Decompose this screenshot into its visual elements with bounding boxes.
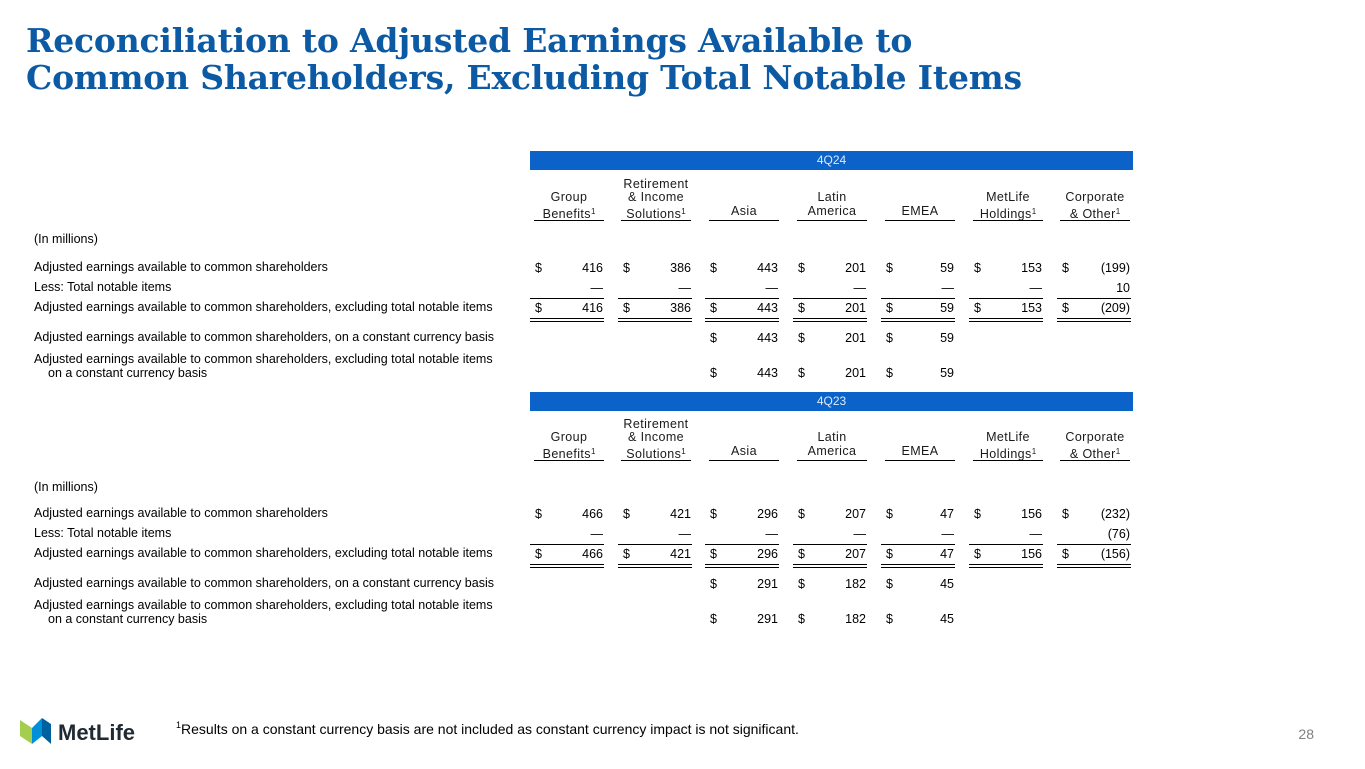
column-header-rule xyxy=(885,220,955,221)
units-label: (In millions) xyxy=(34,480,98,494)
column-header-rule xyxy=(621,220,691,221)
adjusted-earnings-cell xyxy=(618,260,692,276)
cell-value: 466 xyxy=(582,507,603,521)
row-label-excluding-constant-currency-line-1: Adjusted earnings available to common shareholders, excluding total notable items xyxy=(34,352,493,366)
row-label-excluding-constant-currency xyxy=(34,599,493,626)
currency-symbol: $ xyxy=(886,301,893,315)
currency-symbol: $ xyxy=(886,612,893,626)
cell-value: 296 xyxy=(757,507,778,521)
total-notable-items-cell xyxy=(793,280,867,296)
column-header-line: Holdings$^1$ xyxy=(979,446,1037,461)
currency-symbol: $ xyxy=(886,547,893,561)
cell-value: 182 xyxy=(845,612,866,626)
cell-value: 47 xyxy=(940,507,954,521)
cell-value: 443 xyxy=(757,261,778,275)
excluding-notable-items-cell xyxy=(969,546,1043,562)
cell-value: — xyxy=(1029,527,1042,541)
row-label-total-notable-items: Less: Total notable items xyxy=(34,526,172,540)
cell-value: — xyxy=(590,281,603,295)
excluding-notable-items-cell xyxy=(793,300,867,316)
column-header-line: Corporate xyxy=(1065,190,1125,204)
excluding-notable-items-cell xyxy=(881,300,955,316)
column-header-line: Group xyxy=(550,430,588,444)
total-notable-items-cell xyxy=(530,526,604,542)
row-label-excluding-notable-items: Adjusted earnings available to common shareholders, excluding total notable items xyxy=(34,546,493,560)
constant-currency-cell xyxy=(793,576,867,592)
cell-value: 153 xyxy=(1021,301,1042,315)
excluding-constant-currency-cell xyxy=(881,365,955,381)
currency-symbol: $ xyxy=(886,331,893,345)
currency-symbol: $ xyxy=(1062,547,1069,561)
period-header-4q23: 4Q23 xyxy=(530,392,1133,411)
total-notable-items-cell xyxy=(881,280,955,296)
cell-value: 466 xyxy=(582,547,603,561)
cell-value: — xyxy=(853,281,866,295)
row-label-excluding-constant-currency-line-2: on a constant currency basis xyxy=(48,611,208,626)
column-header xyxy=(534,430,604,461)
excluding-constant-currency-cell xyxy=(705,365,779,381)
adjusted-earnings-cell xyxy=(969,260,1043,276)
currency-symbol: $ xyxy=(798,612,805,626)
column-header-superscript: 1 xyxy=(590,446,596,456)
column-header xyxy=(885,205,955,219)
cell-value: 201 xyxy=(845,366,866,380)
title-line-2: Common Shareholders, Excluding Total Notable Items xyxy=(26,58,1022,97)
total-notable-items-cell xyxy=(618,280,692,296)
column-header-rule xyxy=(973,220,1043,221)
excluding-constant-currency-cell xyxy=(881,611,955,627)
column-header-line: Solutions$^1$ xyxy=(626,446,686,461)
cell-value: — xyxy=(1029,281,1042,295)
currency-symbol: $ xyxy=(798,301,805,315)
cell-value: 416 xyxy=(582,301,603,315)
currency-symbol: $ xyxy=(974,301,981,315)
cell-value: 153 xyxy=(1021,261,1042,275)
currency-symbol: $ xyxy=(886,577,893,591)
currency-symbol: $ xyxy=(798,577,805,591)
column-header-rule xyxy=(709,460,779,461)
currency-symbol: $ xyxy=(623,261,630,275)
cell-value: — xyxy=(765,281,778,295)
column-header-rule xyxy=(797,220,867,221)
currency-symbol: $ xyxy=(710,547,717,561)
adjusted-earnings-cell xyxy=(881,506,955,522)
period-header-4q24: 4Q24 xyxy=(530,151,1133,170)
adjusted-earnings-cell xyxy=(618,506,692,522)
cell-value: 291 xyxy=(757,577,778,591)
excluding-constant-currency-cell xyxy=(793,365,867,381)
row-label-excluding-constant-currency-line-1: Adjusted earnings available to common shareholders, excluding total notable items xyxy=(34,598,493,612)
cell-value: (76) xyxy=(1107,527,1130,541)
currency-symbol: $ xyxy=(710,261,717,275)
constant-currency-cell xyxy=(705,330,779,346)
adjusted-earnings-cell xyxy=(793,506,867,522)
currency-symbol: $ xyxy=(1062,261,1069,275)
column-header-line: Solutions$^1$ xyxy=(626,206,686,221)
column-header-line: & Other$^1$ xyxy=(1069,206,1121,221)
currency-symbol: $ xyxy=(1062,507,1069,521)
column-header-line: Retirement xyxy=(623,416,689,431)
column-header-line: EMEA xyxy=(901,203,939,218)
metlife-logo-icon xyxy=(20,716,160,746)
excluding-notable-items-cell xyxy=(1057,300,1131,316)
column-header xyxy=(885,445,955,459)
currency-symbol: $ xyxy=(623,507,630,521)
cell-value: 201 xyxy=(845,261,866,275)
constant-currency-cell xyxy=(793,330,867,346)
excluding-constant-currency-cell xyxy=(793,611,867,627)
cell-value: — xyxy=(853,527,866,541)
column-header-line: Corporate xyxy=(1065,430,1125,444)
excluding-notable-items-cell xyxy=(793,546,867,562)
column-header-rule xyxy=(709,220,779,221)
adjusted-earnings-cell xyxy=(1057,506,1131,522)
column-header xyxy=(797,431,867,458)
title-line-1: Reconciliation to Adjusted Earnings Available to xyxy=(26,21,913,60)
constant-currency-cell xyxy=(705,576,779,592)
cell-value: — xyxy=(590,527,603,541)
column-header-line: & Income xyxy=(627,430,684,444)
row-label-total-notable-items: Less: Total notable items xyxy=(34,280,172,294)
cell-value: 201 xyxy=(845,331,866,345)
row-label-constant-currency: Adjusted earnings available to common shareholders, on a constant currency basis xyxy=(34,330,494,344)
excluding-notable-items-cell xyxy=(618,546,692,562)
cell-value: — xyxy=(678,281,691,295)
column-header xyxy=(709,445,779,459)
adjusted-earnings-cell xyxy=(881,260,955,276)
currency-symbol: $ xyxy=(886,261,893,275)
column-header-superscript: 1 xyxy=(681,446,686,456)
total-notable-items-cell xyxy=(705,280,779,296)
column-header xyxy=(1060,190,1130,221)
row-label-adjusted-earnings: Adjusted earnings available to common shareholders xyxy=(34,506,328,520)
column-header-line: Retirement xyxy=(623,176,689,191)
footnote-superscript: 1 xyxy=(176,720,182,730)
total-notable-items-cell xyxy=(881,526,955,542)
cell-value: 421 xyxy=(670,507,691,521)
column-header-rule xyxy=(1060,220,1130,221)
cell-value: 59 xyxy=(940,366,954,380)
cell-value: 443 xyxy=(757,366,778,380)
column-header xyxy=(709,205,779,219)
column-header xyxy=(973,190,1043,221)
cell-value: 156 xyxy=(1021,547,1042,561)
cell-value: 59 xyxy=(940,331,954,345)
total-notable-items-cell xyxy=(1057,526,1131,542)
footnote xyxy=(176,717,799,737)
cell-value: 156 xyxy=(1021,507,1042,521)
row-label-adjusted-earnings: Adjusted earnings available to common shareholders xyxy=(34,260,328,274)
excluding-notable-items-cell xyxy=(1057,546,1131,562)
units-label: (In millions) xyxy=(34,232,98,246)
currency-symbol: $ xyxy=(1062,301,1069,315)
column-header-superscript: 1 xyxy=(1115,206,1121,216)
row-label-excluding-notable-items: Adjusted earnings available to common shareholders, excluding total notable items xyxy=(34,300,493,314)
currency-symbol: $ xyxy=(710,366,717,380)
excluding-notable-items-cell xyxy=(618,300,692,316)
cell-value: 182 xyxy=(845,577,866,591)
currency-symbol: $ xyxy=(623,301,630,315)
currency-symbol: $ xyxy=(535,507,542,521)
adjusted-earnings-cell xyxy=(1057,260,1131,276)
currency-symbol: $ xyxy=(974,261,981,275)
currency-symbol: $ xyxy=(535,261,542,275)
column-header-line: MetLife xyxy=(986,190,1030,204)
column-header-superscript: 1 xyxy=(1115,446,1121,456)
svg-text:MetLife: MetLife xyxy=(58,720,135,745)
column-header-rule xyxy=(973,460,1043,461)
column-header-rule xyxy=(797,460,867,461)
cell-value: (209) xyxy=(1100,301,1130,315)
currency-symbol: $ xyxy=(710,507,717,521)
cell-value: (199) xyxy=(1100,261,1130,275)
adjusted-earnings-cell xyxy=(530,506,604,522)
column-header-rule xyxy=(534,460,604,461)
currency-symbol: $ xyxy=(710,577,717,591)
currency-symbol: $ xyxy=(798,261,805,275)
column-header-rule xyxy=(534,220,604,221)
currency-symbol: $ xyxy=(710,331,717,345)
column-header-rule xyxy=(885,460,955,461)
cell-value: 201 xyxy=(845,301,866,315)
row-label-excluding-constant-currency-line-2: on a constant currency basis xyxy=(48,365,208,380)
excluding-notable-items-cell xyxy=(969,300,1043,316)
currency-symbol: $ xyxy=(886,366,893,380)
cell-value: 416 xyxy=(582,261,603,275)
total-notable-items-cell xyxy=(618,526,692,542)
cell-value: — xyxy=(941,527,954,541)
cell-value: 207 xyxy=(845,547,866,561)
column-header xyxy=(973,430,1043,461)
cell-value: (156) xyxy=(1100,547,1130,561)
column-header xyxy=(534,190,604,221)
cell-value: 47 xyxy=(940,547,954,561)
currency-symbol: $ xyxy=(974,507,981,521)
cell-value: 386 xyxy=(670,261,691,275)
excluding-notable-items-cell xyxy=(705,300,779,316)
column-header-superscript: 1 xyxy=(1031,206,1037,216)
currency-symbol: $ xyxy=(710,612,717,626)
column-header-line: Asia xyxy=(731,203,757,218)
column-header-line: & Income xyxy=(627,190,684,204)
total-notable-items-cell xyxy=(969,526,1043,542)
column-header-rule xyxy=(1060,460,1130,461)
cell-value: 45 xyxy=(940,577,954,591)
cell-value: 296 xyxy=(757,547,778,561)
total-notable-items-cell xyxy=(1057,280,1131,296)
adjusted-earnings-cell xyxy=(705,260,779,276)
cell-value: 386 xyxy=(670,301,691,315)
currency-symbol: $ xyxy=(535,547,542,561)
total-notable-items-cell xyxy=(793,526,867,542)
excluding-notable-items-cell xyxy=(881,546,955,562)
column-header-line: Asia xyxy=(731,443,757,458)
currency-symbol: $ xyxy=(798,366,805,380)
column-header-superscript: 1 xyxy=(590,206,596,216)
column-header-line: America xyxy=(807,443,857,458)
constant-currency-cell xyxy=(881,330,955,346)
column-header-line: Benefits$^1$ xyxy=(542,206,596,221)
total-notable-items-cell xyxy=(969,280,1043,296)
adjusted-earnings-cell xyxy=(705,506,779,522)
column-header-line: Latin xyxy=(817,190,847,204)
currency-symbol: $ xyxy=(535,301,542,315)
adjusted-earnings-cell xyxy=(969,506,1043,522)
cell-value: 59 xyxy=(940,261,954,275)
excluding-notable-items-cell xyxy=(530,300,604,316)
cell-value: — xyxy=(941,281,954,295)
cell-value: 59 xyxy=(940,301,954,315)
column-header-line: Latin xyxy=(817,430,847,444)
adjusted-earnings-cell xyxy=(793,260,867,276)
currency-symbol: $ xyxy=(798,507,805,521)
adjusted-earnings-cell xyxy=(530,260,604,276)
column-header-line: Benefits$^1$ xyxy=(542,446,596,461)
cell-value: 443 xyxy=(757,331,778,345)
cell-value: 421 xyxy=(670,547,691,561)
cell-value: 291 xyxy=(757,612,778,626)
constant-currency-cell xyxy=(881,576,955,592)
column-header-rule xyxy=(621,460,691,461)
column-header xyxy=(621,418,691,459)
column-header xyxy=(1060,430,1130,461)
column-header-line: Holdings$^1$ xyxy=(979,206,1037,221)
row-label-constant-currency: Adjusted earnings available to common shareholders, on a constant currency basis xyxy=(34,576,494,590)
total-notable-items-cell xyxy=(530,280,604,296)
cell-value: 207 xyxy=(845,507,866,521)
footnote-text: Results on a constant currency basis are not included as constant currency impact is not significant. xyxy=(181,721,799,737)
column-header xyxy=(797,191,867,218)
currency-symbol: $ xyxy=(798,547,805,561)
column-header-line: MetLife xyxy=(986,430,1030,444)
column-header-line: EMEA xyxy=(901,443,939,458)
column-header-superscript: 1 xyxy=(1031,446,1037,456)
cell-value: 443 xyxy=(757,301,778,315)
column-header-superscript: 1 xyxy=(681,206,686,216)
currency-symbol: $ xyxy=(886,507,893,521)
currency-symbol: $ xyxy=(798,331,805,345)
metlife-logo xyxy=(20,716,160,746)
excluding-notable-items-cell xyxy=(705,546,779,562)
cell-value: (232) xyxy=(1100,507,1130,521)
currency-symbol: $ xyxy=(623,547,630,561)
page-number: 28 xyxy=(1298,726,1314,742)
column-header-line: & Other$^1$ xyxy=(1069,446,1121,461)
cell-value: 10 xyxy=(1116,281,1130,295)
excluding-constant-currency-cell xyxy=(705,611,779,627)
cell-value: 45 xyxy=(940,612,954,626)
cell-value: — xyxy=(765,527,778,541)
row-label-excluding-constant-currency xyxy=(34,353,493,380)
cell-value: — xyxy=(678,527,691,541)
column-header-line: Group xyxy=(550,190,588,204)
excluding-notable-items-cell xyxy=(530,546,604,562)
currency-symbol: $ xyxy=(974,547,981,561)
column-header-line: America xyxy=(807,203,857,218)
column-header xyxy=(621,178,691,219)
currency-symbol: $ xyxy=(710,301,717,315)
total-notable-items-cell xyxy=(705,526,779,542)
